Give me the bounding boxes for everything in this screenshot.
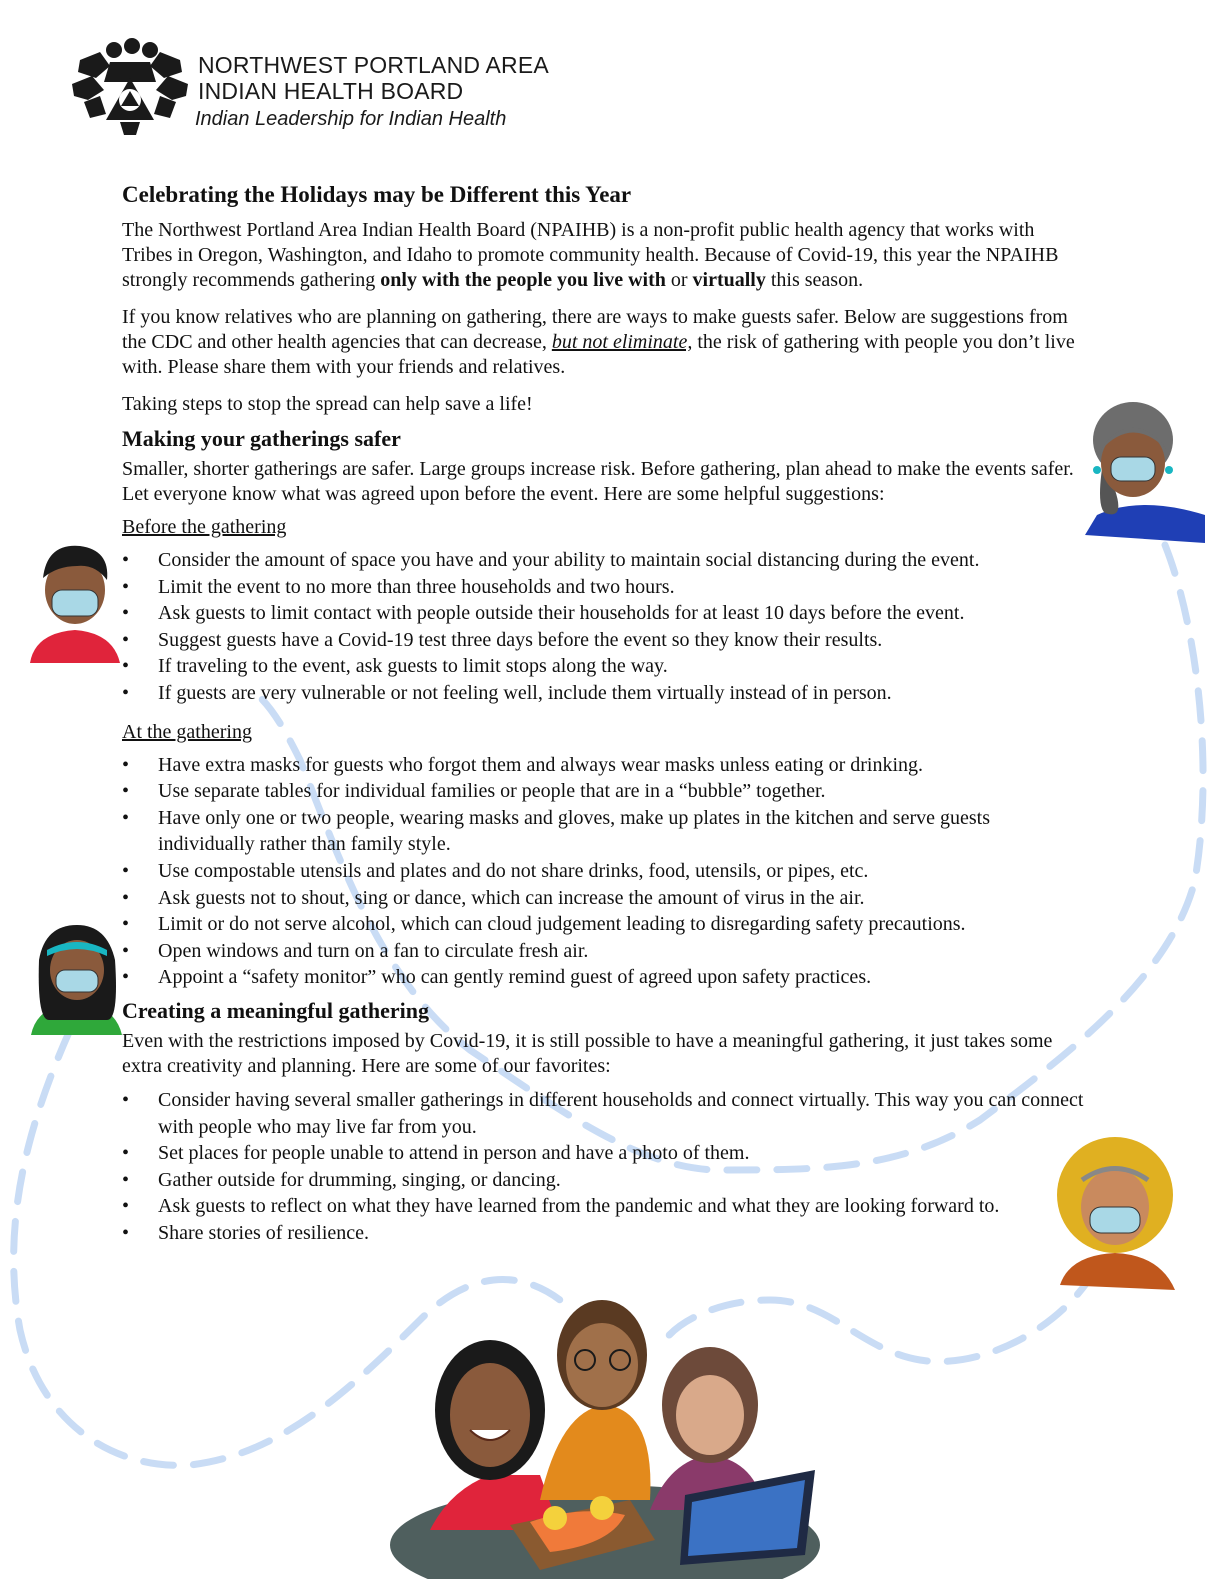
list-item: • Have only one or two people, wearing masks and gloves, make up plates in the kitchen and serve guests individually rather than family style. [122,805,1087,858]
intro-paragraph-2: If you know relatives who are planning on gathering, there are ways to make guests safer. Below are suggestions from the CDC and other health agencies that can decrease, but not eliminate, the risk of gathering with people you don’t live with. Please share them with your friends and relatives. [122,306,1075,378]
list-item: • Use separate tables for individual families or people that are in a “bubble” together. [122,778,1087,805]
intro-paragraph-1: The Northwest Portland Area Indian Health Board (NPAIHB) is a non-profit public health agency that works with Tribes in Oregon, Washington, and Idaho to promote community health. Because of Covid-19, this year the NPAIHB strongly recommends gathering only with the people you live with or virtually this season. [122,219,1059,291]
list-item: • If traveling to the event, ask guests to limit stops along the way. [122,653,1087,680]
list-item: • Ask guests to limit contact with people outside their households for at least 10 days before the event. [122,600,1087,627]
list-item: • Ask guests to reflect on what they have learned from the pandemic and what they are looking forward to. [122,1193,1087,1220]
document-body [122,181,1087,1259]
list-before [122,547,1087,707]
org-name-line2: INDIAN HEALTH BOARD [198,78,464,104]
list-item: • Limit or do not serve alcohol, which can cloud judgement leading to disregarding safety precautions. [122,911,1087,938]
list-item: • Gather outside for drumming, singing, or dancing. [122,1167,1087,1194]
family-gathering-illustration [380,1290,830,1579]
list-item: • Suggest guests have a Covid-19 test three days before the event so they know their results. [122,627,1087,654]
npaihb-logo [70,38,190,136]
list-item: • Consider having several smaller gatherings in different households and connect virtually. This way you can connect with people who may live far from you. [122,1087,1087,1140]
list-item: • Set places for people unable to attend in person and have a photo of them. [122,1140,1087,1167]
list-item: • Ask guests not to shout, sing or dance, which can increase the amount of virus in the air. [122,885,1087,912]
list-item: • Have extra masks for guests who forgot them and always wear masks unless eating or drinking. [122,752,1087,779]
intro-paragraph-3: Taking steps to stop the spread can help save a life! [122,393,533,415]
meaningful-paragraph: Even with the restrictions imposed by Covid-19, it is still possible to have a meaningful gathering, it just takes some extra creativity and planning. Here are some of our favorites: [122,1029,1053,1077]
avatar-elder-woman [1075,395,1205,545]
list-item: • Consider the amount of space you have and your ability to maintain social distancing during the event. [122,547,1087,574]
list-item: • Open windows and turn on a fan to circulate fresh air. [122,938,1087,965]
list-item: • Limit the event to no more than three households and two hours. [122,574,1087,601]
safer-paragraph: Smaller, shorter gatherings are safer. Large groups increase risk. Before gathering, plan ahead to make the events safer. Let everyone know what was agreed upon before the event. Here are some helpful suggestions: [122,458,1074,505]
subheading-at: At the gathering [122,720,252,743]
list-item: • If guests are very vulnerable or not feeling well, include them virtually instead of in person. [122,680,1087,707]
list-item: • Share stories of resilience. [122,1220,1087,1247]
org-tagline: Indian Leadership for Indian Health [195,108,507,130]
section-heading-safer: Making your gatherings safer [122,426,401,451]
list-at [122,752,1087,991]
section-heading-meaningful: Creating a meaningful gathering [122,997,429,1023]
avatar-woman-headband [27,920,125,1038]
list-meaningful [122,1087,1087,1247]
page-title: Celebrating the Holidays may be Different this Year [122,182,632,207]
subheading-before: Before the gathering [122,516,287,538]
org-header [195,52,549,133]
org-name-line1: NORTHWEST PORTLAND AREA [198,52,549,78]
list-item: • Use compostable utensils and plates and do not share drinks, food, utensils, or pipes, etc. [122,858,1087,885]
avatar-curly-woman [1050,1135,1185,1295]
avatar-boy [25,538,125,668]
list-item: • Appoint a “safety monitor” who can gently remind guest of agreed upon safety practices. [122,964,1087,991]
